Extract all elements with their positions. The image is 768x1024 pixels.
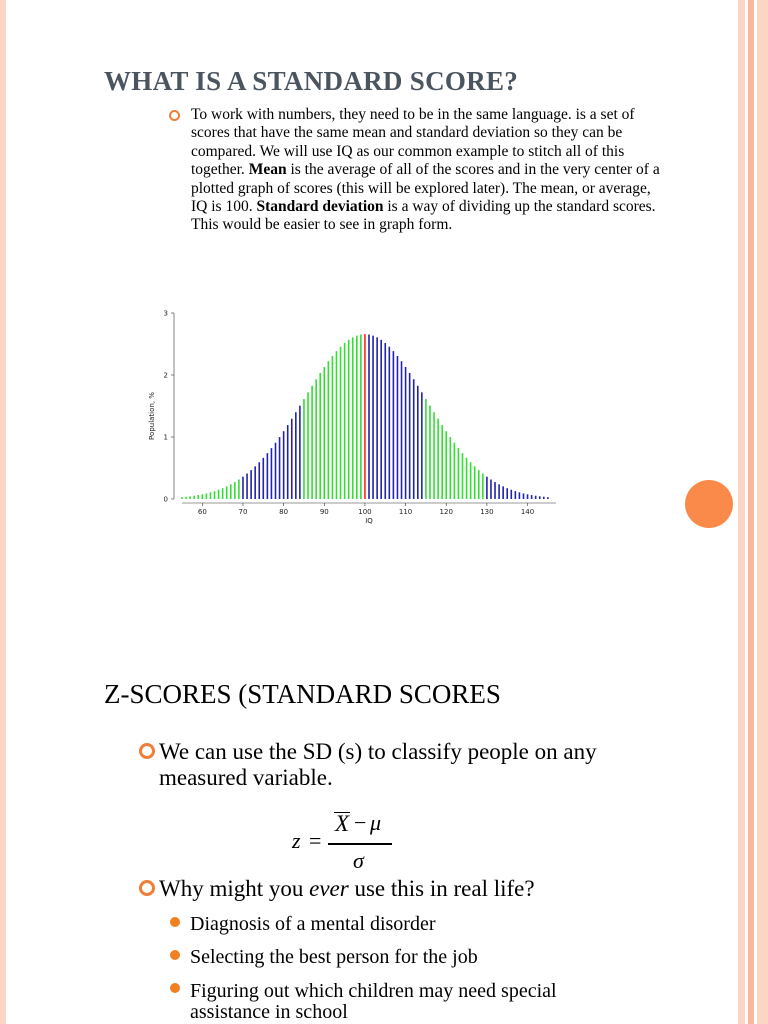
fraction-bar (328, 843, 392, 845)
chart-y-ticks (164, 310, 174, 504)
intro-text: To work with numbers, they need to be in the same language. is a set of scores that have the same mean and standard deviation so they can be compared. We will use IQ as our common example to stitch all of this together. (191, 106, 635, 179)
x-tick-label: 80 (279, 508, 289, 516)
formula-z: z (292, 828, 301, 853)
real-life-emphasis: ever (309, 876, 349, 901)
bullet-dot-icon (170, 917, 180, 927)
formula-sigma: σ (353, 848, 364, 873)
sub-bullet-children: Figuring out which children may need special assistance in school (190, 980, 557, 1023)
decor-stripe-right-1 (738, 0, 745, 1024)
mean-term: Mean (248, 161, 287, 179)
real-life-before: Why might you (159, 876, 310, 901)
chart-svg (140, 300, 570, 530)
x-tick-label: 100 (358, 508, 372, 516)
chart-bars (182, 334, 548, 499)
y-axis-label: Population, % (148, 392, 156, 440)
formula-equals: = (309, 828, 322, 853)
sub-bullet-job: Selecting the best person for the job (190, 946, 478, 968)
x-tick-label: 140 (520, 508, 535, 516)
x-tick-label: 120 (439, 508, 453, 516)
bullet-real-life (159, 876, 639, 902)
z-score-formula (290, 808, 410, 872)
decor-stripe-right-2 (748, 0, 754, 1024)
intro-paragraph (191, 106, 671, 235)
slide-title: WHAT IS A STANDARD SCORE? (104, 66, 519, 96)
decor-stripe-right-3 (757, 0, 768, 1024)
y-tick-label: 1 (163, 433, 168, 442)
x-tick-label: 130 (480, 508, 494, 516)
bullet-dot-icon (170, 983, 180, 993)
mean-text: is the average of all of the scores and in the very center of a plotted graph of scores (this will be explored later). The mean, or average, IQ is 100. (191, 161, 660, 216)
decor-stripe-left-thin (0, 0, 6, 1024)
y-tick-label: 0 (163, 495, 168, 504)
iq-distribution-chart (140, 300, 570, 530)
formula-mu: μ (370, 810, 382, 835)
y-tick-label: 3 (163, 309, 168, 318)
sd-term: Standard deviation (256, 198, 384, 216)
bullet-classify: We can use the SD (s) to classify people on any measured variable. (159, 739, 597, 790)
section-title: Z-SCORES (STANDARD SCORES (104, 679, 501, 709)
formula-x-bar: X (335, 811, 350, 836)
formula-minus: − (354, 810, 367, 835)
real-life-after: use this in real life? (348, 876, 535, 901)
bullet-ring-icon (139, 743, 155, 759)
y-tick-label: 2 (163, 371, 168, 380)
bullet-ring-icon (169, 110, 180, 121)
bullet-ring-icon (139, 880, 155, 896)
x-tick-label: 60 (197, 508, 207, 516)
x-axis-label: IQ (365, 517, 373, 525)
sd-text: is a way of dividing up the standard scores. This would be easier to see in graph form. (191, 198, 656, 234)
x-tick-label: 90 (319, 508, 329, 516)
chart-x-ticks (198, 503, 534, 516)
decor-orange-circle (685, 480, 733, 528)
sub-bullet-diagnosis: Diagnosis of a mental disorder (190, 913, 436, 935)
x-tick-label: 70 (238, 508, 248, 516)
x-tick-label: 110 (398, 508, 413, 516)
bullet-dot-icon (170, 950, 180, 960)
